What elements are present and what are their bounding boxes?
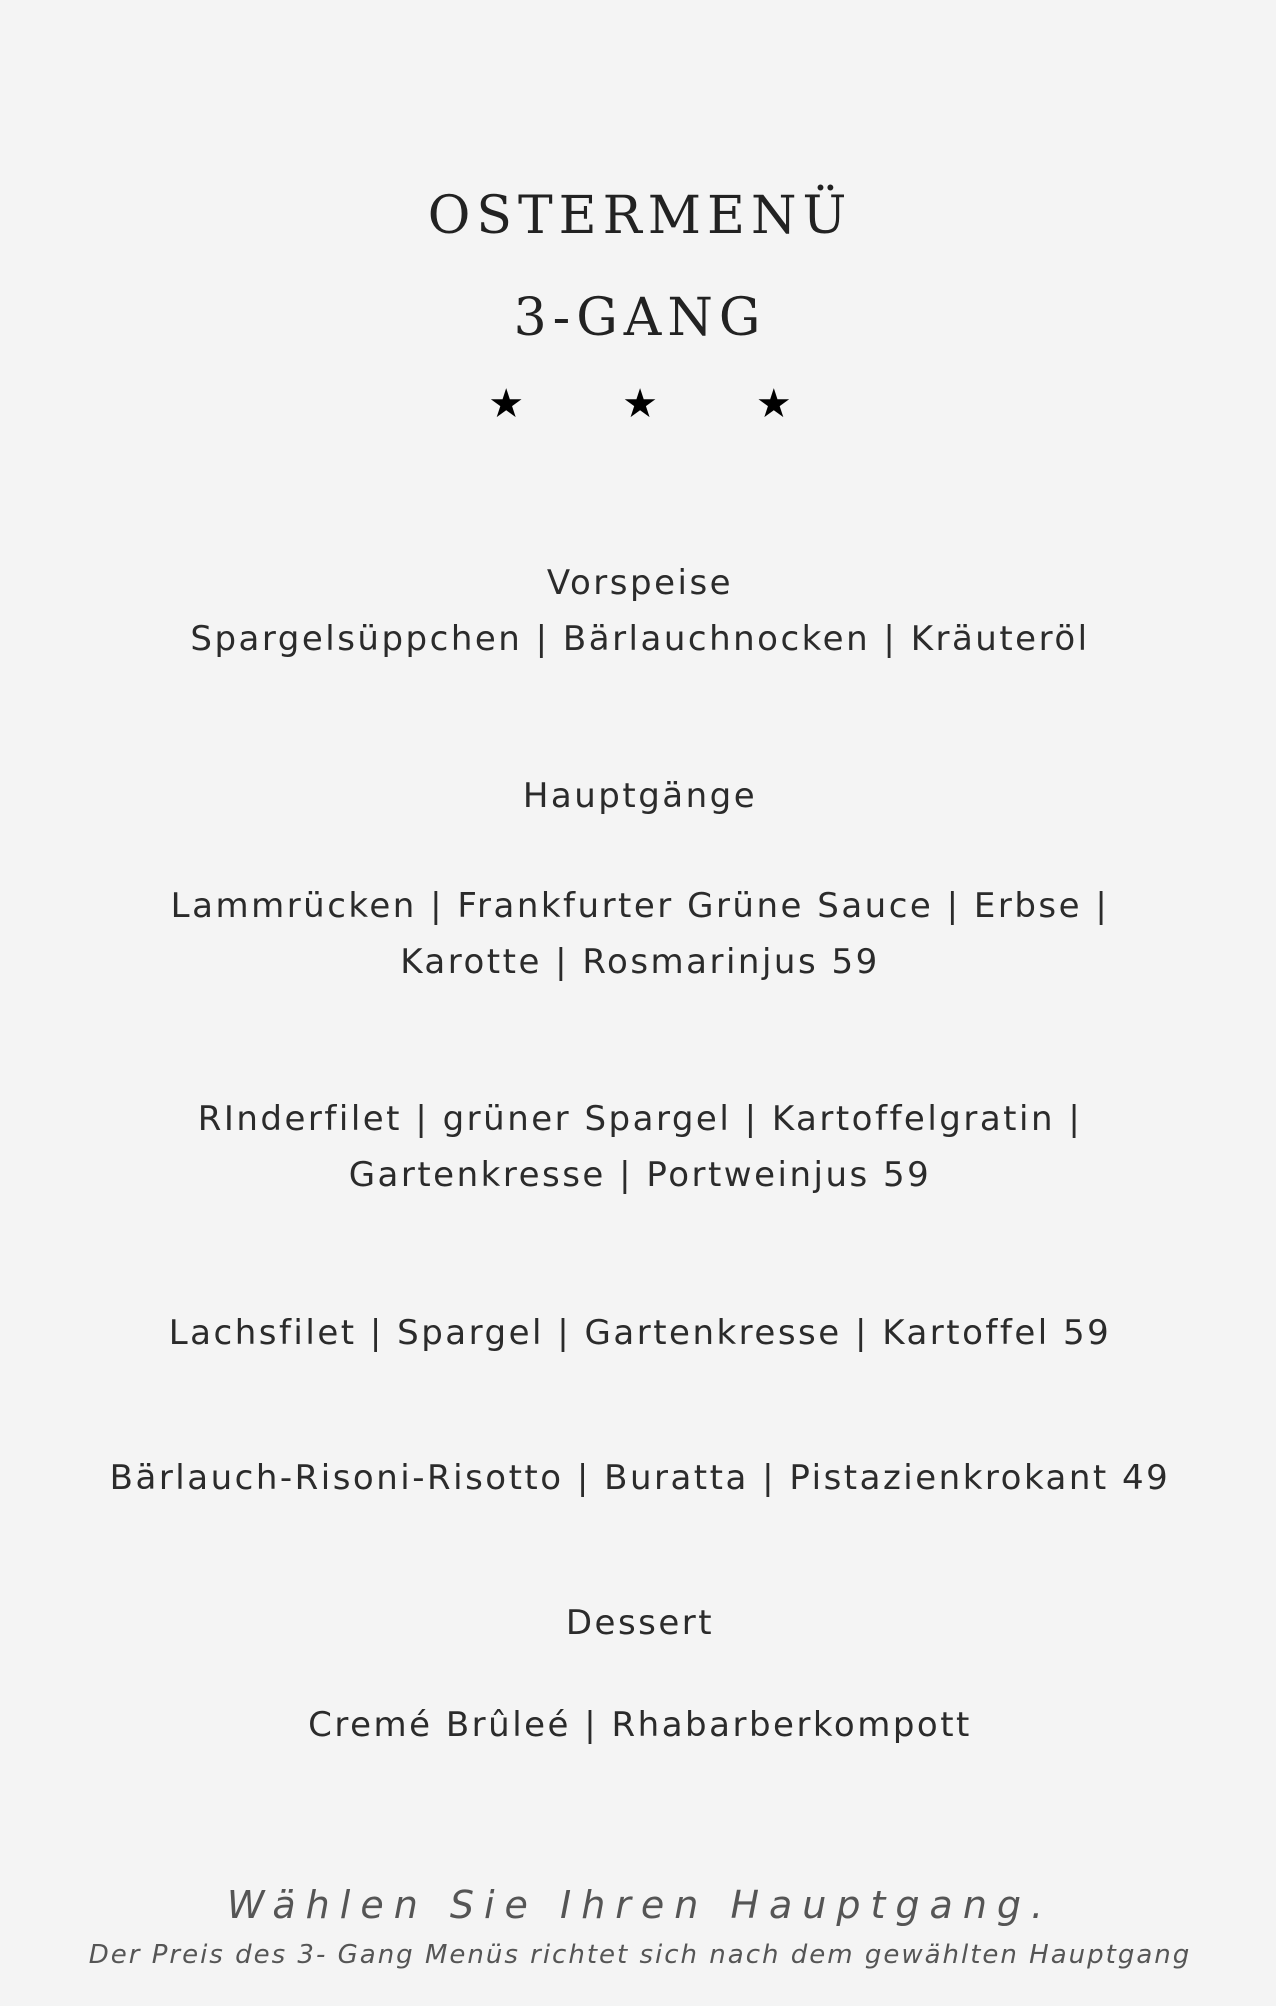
dish-main-3: Lachsfilet | Spargel | Gartenkresse | Kartoffel 59: [168, 1313, 1112, 1353]
dish-dessert: Cremé Brûleé | Rhabarberkompott: [308, 1705, 972, 1745]
dish-main-4: Bärlauch-Risoni-Risotto | Buratta | Pistazienkrokant 49: [109, 1458, 1171, 1498]
menu-subtitle: 3-GANG: [513, 288, 767, 348]
footer-note-main: Wählen Sie Ihren Hauptgang.: [226, 1883, 1054, 1927]
star-icon: ★: [622, 381, 658, 427]
dish-main-1-line2: Karotte | Rosmarinjus 59: [400, 942, 880, 982]
footer-note-sub: Der Preis des 3- Gang Menüs richtet sich nach dem gewählten Hauptgang: [88, 1940, 1192, 1970]
section-heading-vorspeise: Vorspeise: [546, 563, 734, 603]
star-divider: [0, 381, 1280, 427]
dish-vorspeise: Spargelsüppchen | Bärlauchnocken | Kräuteröl: [190, 619, 1090, 659]
dish-main-2-line2: Gartenkresse | Portweinjus 59: [348, 1155, 932, 1195]
star-icon: ★: [755, 381, 792, 427]
section-heading-hauptgaenge: Hauptgänge: [522, 776, 758, 816]
star-icon: ★: [488, 381, 525, 427]
dish-main-2-line1: RInderfilet | grüner Spargel | Kartoffelgratin |: [197, 1099, 1083, 1139]
dish-main-1-line1: Lammrücken | Frankfurter Grüne Sauce | Erbse |: [170, 886, 1110, 926]
section-heading-dessert: Dessert: [565, 1603, 715, 1643]
menu-title: OSTERMENÜ: [427, 186, 853, 246]
